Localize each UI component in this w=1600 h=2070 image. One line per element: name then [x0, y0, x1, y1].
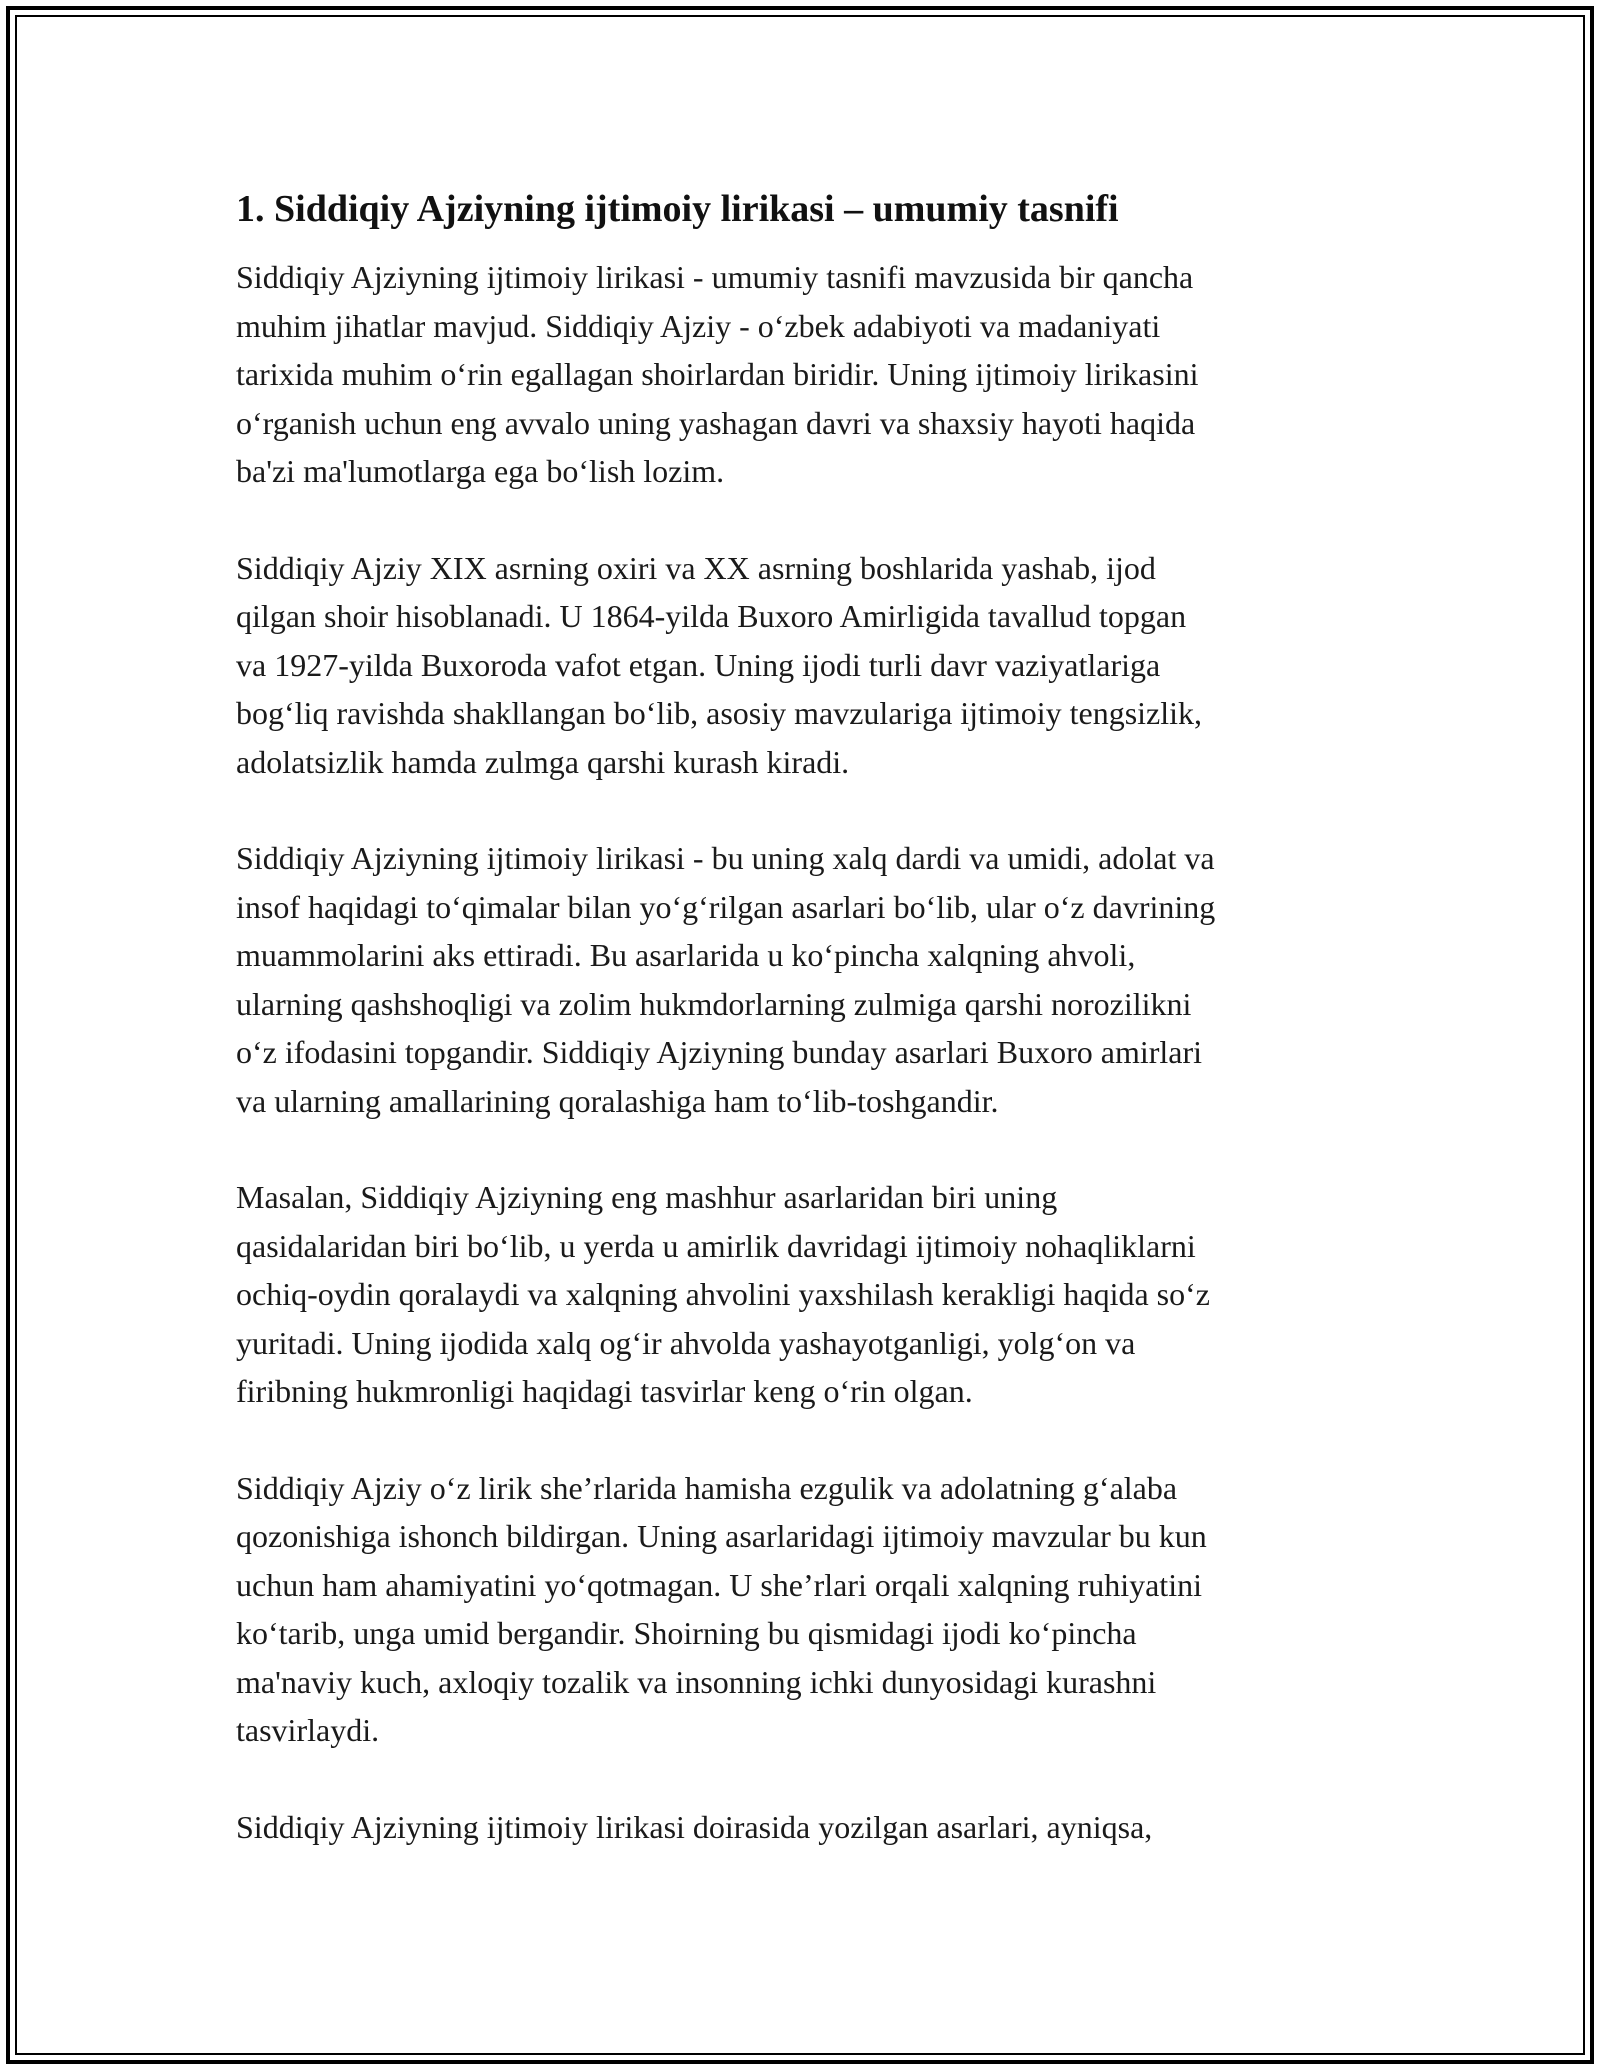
paragraph-line: muammolarini aks ettiradi. Bu asarlarida u koʻpincha xalqning ahvoli,: [236, 937, 1136, 973]
paragraph-line: Siddiqiy Ajziyning ijtimoiy lirikasi - umumiy tasnifi mavzusida bir qancha: [236, 259, 1194, 295]
paragraph-line: qilgan shoir hisoblanadi. U 1864-yilda Buxoro Amirligida tavallud topgan: [236, 598, 1187, 634]
paragraph-line: tasvirlaydi.: [236, 1712, 380, 1748]
paragraph-line: ba'zi ma'lumotlarga ega boʻlish lozim.: [236, 453, 725, 489]
paragraph-line: ochiq-oydin qoralaydi va xalqning ahvolini yaxshilash kerakligi haqida soʻz: [236, 1276, 1210, 1312]
paragraph-line: qasidalaridan biri boʻlib, u yerda u amirlik davridagi ijtimoiy nohaqliklarni: [236, 1227, 1196, 1264]
paragraph-line: Siddiqiy Ajziy XIX asrning oxiri va XX asrning boshlarida yashab, ijod: [236, 549, 1156, 586]
section-heading: 1. Siddiqiy Ajziyning ijtimoiy lirikasi – umumiy tasnifi: [236, 188, 1119, 230]
paragraph-line: oʻz ifodasini topgandir. Siddiqiy Ajziyning bunday asarlari Buxoro amirlari: [236, 1034, 1203, 1070]
paragraph-line: bogʻliq ravishda shakllangan boʻlib, asosiy mavzulariga ijtimoiy tengsizlik,: [236, 695, 1203, 731]
paragraph: [236, 544, 1366, 787]
paragraph: [236, 1464, 1366, 1755]
paragraph-line: tarixida muhim oʻrin egallagan shoirlardan biridir. Uning ijtimoiy lirikasini: [236, 356, 1199, 392]
paragraph: [236, 253, 1366, 496]
paragraph-line: muhim jihatlar mavjud. Siddiqiy Ajziy - oʻzbek adabiyoti va madaniyati: [236, 307, 1161, 344]
paragraph-line: adolatsizlik hamda zulmga qarshi kurash kiradi.: [236, 743, 850, 780]
paragraph-line: Siddiqiy Ajziy oʻz lirik sheʼrlarida hamisha ezgulik va adolatning gʻalaba: [236, 1469, 1178, 1506]
paragraph-line: Siddiqiy Ajziyning ijtimoiy lirikasi - bu uning xalq dardi va umidi, adolat va: [236, 840, 1215, 876]
paragraph-line: koʻtarib, unga umid bergandir. Shoirning bu qismidagi ijodi koʻpincha: [236, 1615, 1137, 1651]
paragraph-line: ularning qashshoqligi va zolim hukmdorlarning zulmiga qarshi norozilikni: [236, 985, 1192, 1022]
paragraph-line: va 1927-yilda Buxoroda vafot etgan. Uning ijodi turli davr vaziyatlariga: [236, 646, 1161, 683]
paragraph-line: Siddiqiy Ajziyning ijtimoiy lirikasi doirasida yozilgan asarlari, ayniqsa,: [236, 1808, 1153, 1845]
paragraph-line: qozonishiga ishonch bildirgan. Uning asarlaridagi ijtimoiy mavzular bu kun: [236, 1518, 1207, 1554]
paragraph-line: Masalan, Siddiqiy Ajziyning eng mashhur asarlaridan biri uning: [236, 1179, 1058, 1215]
paragraph-list: [236, 253, 1366, 1851]
paragraph-line: yuritadi. Uning ijodida xalq ogʻir ahvolda yashayotganligi, yolgʻon va: [236, 1324, 1136, 1361]
paragraph-line: firibning hukmronligi haqidagi tasvirlar keng oʻrin olgan.: [236, 1373, 973, 1409]
paragraph: [236, 1803, 1366, 1852]
paragraph-line: va ularning amallarining qoralashiga ham toʻlib-toshgandir.: [236, 1082, 999, 1119]
document-body: [236, 185, 1366, 1899]
paragraph-line: uchun ham ahamiyatini yoʻqotmagan. U sheʼrlari orqali xalqning ruhiyatini: [236, 1566, 1202, 1603]
paragraph-line: ma'naviy kuch, axloqiy tozalik va insonning ichki dunyosidagi kurashni: [236, 1663, 1157, 1700]
paragraph: [236, 1173, 1366, 1416]
paragraph: [236, 834, 1366, 1125]
paragraph-line: oʻrganish uchun eng avvalo uning yashagan davri va shaxsiy hayoti haqida: [236, 404, 1196, 441]
paragraph-line: insof haqidagi toʻqimalar bilan yoʻgʻrilgan asarlari boʻlib, ular oʻz davrining: [236, 888, 1216, 925]
